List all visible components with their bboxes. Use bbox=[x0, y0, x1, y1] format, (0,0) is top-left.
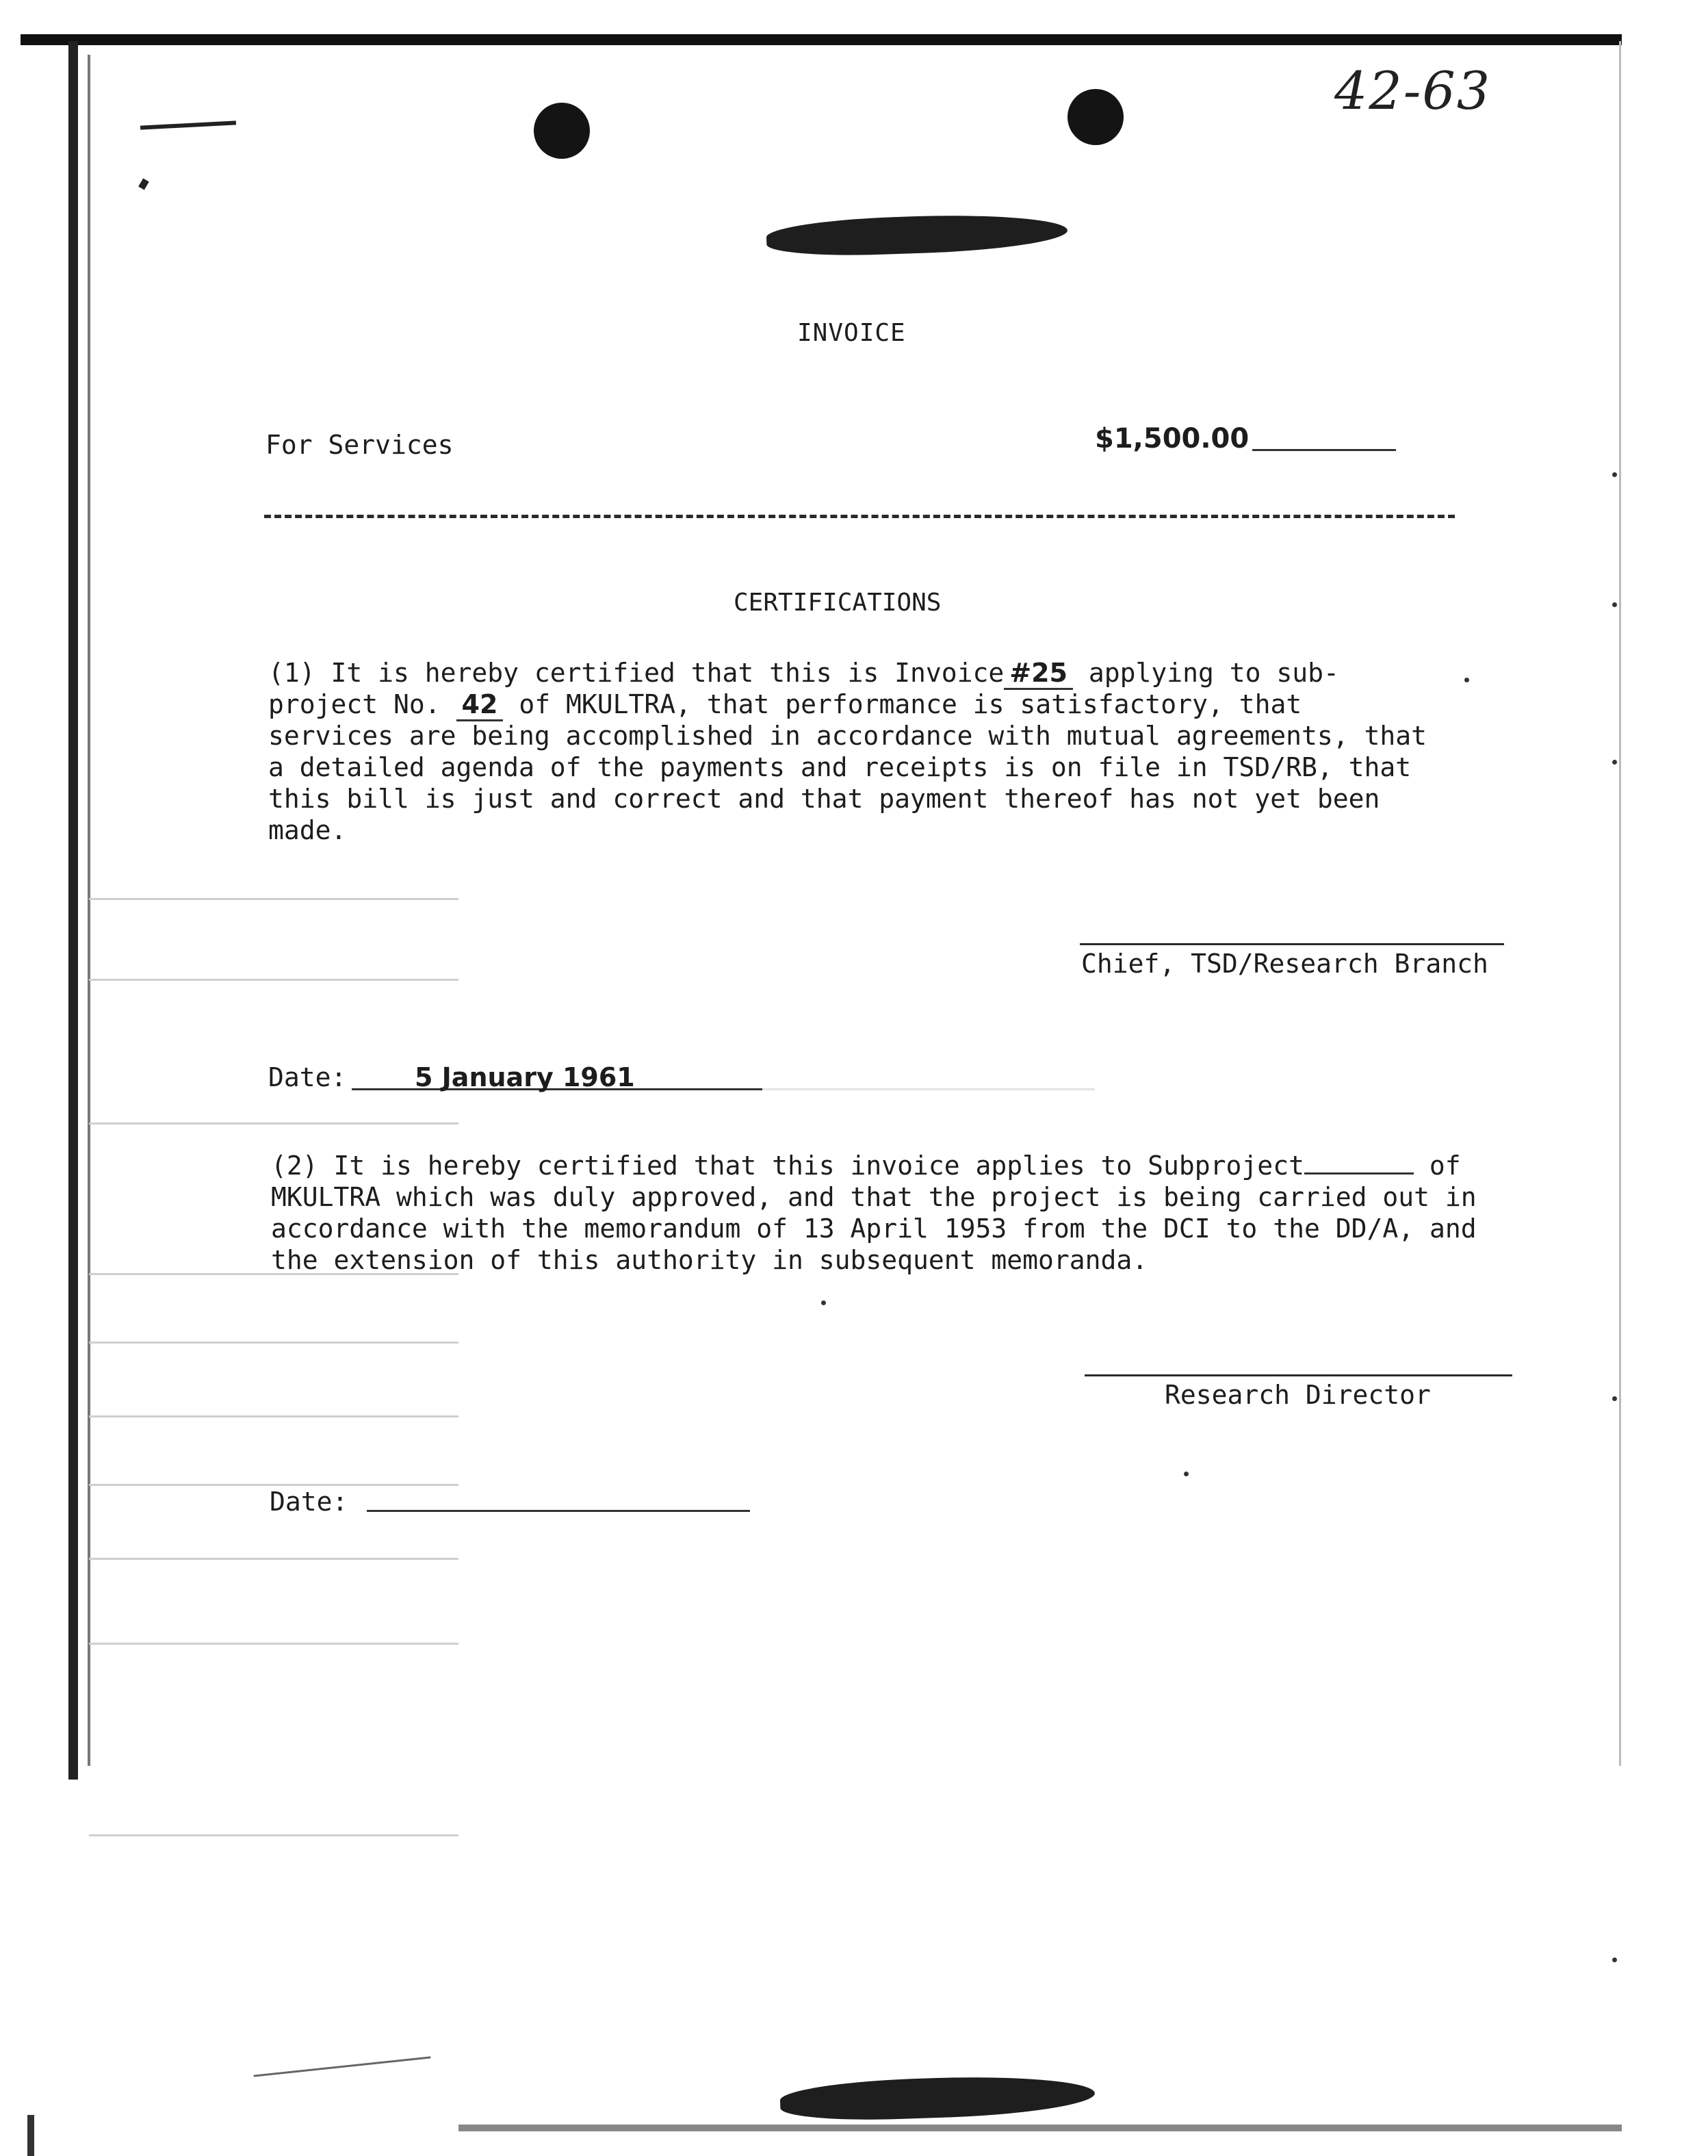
date-label-2: Date: bbox=[270, 1487, 348, 1517]
amount-underline bbox=[1252, 449, 1396, 451]
date-value-1: 5 January 1961 bbox=[415, 1062, 635, 1092]
scan-speck bbox=[821, 1300, 826, 1305]
margin-scribble bbox=[254, 2056, 431, 2077]
punch-hole-left bbox=[534, 103, 590, 159]
margin-tick-mark bbox=[138, 178, 149, 190]
scan-speck bbox=[1612, 602, 1617, 607]
scan-speck bbox=[1612, 1396, 1617, 1401]
scan-bleed-line bbox=[89, 979, 458, 981]
signature-line-director bbox=[1085, 1374, 1512, 1376]
scan-right-edge bbox=[1619, 41, 1621, 1766]
subproject-number: 42 bbox=[456, 689, 504, 721]
invoice-amount: $1,500.00 bbox=[1095, 423, 1250, 454]
margin-dash-mark bbox=[140, 120, 236, 129]
certifications-heading: CERTIFICATIONS bbox=[734, 589, 942, 617]
para1-rest: of MKULTRA, that performance is satisfactory, that services are being accomplished in accordance with mutual agreements, that a detailed agenda of the payments and receipts is on file in TSD/RB, that this bill is just and correct and that payment thereof has not yet been made. bbox=[268, 689, 1427, 845]
handwritten-document-number: 42-63 bbox=[1334, 60, 1492, 121]
punch-hole-right bbox=[1068, 89, 1124, 145]
scan-speck bbox=[1612, 760, 1617, 765]
signature-title-chief: Chief, TSD/Research Branch bbox=[1081, 949, 1488, 979]
document-title: INVOICE bbox=[797, 319, 906, 347]
scan-speck bbox=[1464, 678, 1469, 682]
for-services-label: For Services bbox=[266, 430, 454, 460]
scan-bleed-line bbox=[89, 1122, 458, 1125]
scan-speck bbox=[1184, 1472, 1189, 1476]
invoice-number: #25 bbox=[1004, 658, 1073, 690]
para2-rest: of MKULTRA which was duly approved, and that the project is being carried out in accordance with the memorandum of 13 April 1953 from the DCI to the DD/A, and the extension of this authority in subsequent memoranda. bbox=[271, 1151, 1477, 1275]
para2-prefix: (2) It is hereby certified that this invoice applies to Subproject bbox=[271, 1151, 1304, 1181]
scan-left-edge-line bbox=[88, 55, 90, 1766]
date-line-2 bbox=[367, 1510, 750, 1512]
date-label-1: Date: bbox=[268, 1062, 347, 1092]
signature-line-chief bbox=[1080, 943, 1504, 945]
scan-speck bbox=[1612, 472, 1617, 477]
para1-mid: applying to sub-project No. bbox=[268, 658, 1339, 719]
scan-left-edge bbox=[68, 41, 78, 1780]
scan-bleed-line bbox=[89, 1558, 458, 1560]
certification-paragraph-2 bbox=[271, 1150, 1523, 1276]
scan-bleed-line bbox=[89, 1342, 458, 1344]
scan-bleed-line bbox=[753, 1088, 1095, 1090]
scan-corner-mark bbox=[27, 2115, 34, 2156]
redaction-bottom bbox=[779, 2072, 1096, 2123]
scan-bleed-line bbox=[89, 1643, 458, 1645]
scan-bleed-line bbox=[89, 1415, 458, 1417]
scan-bleed-line bbox=[89, 1834, 458, 1836]
scan-bleed-line bbox=[89, 898, 458, 900]
scan-bleed-line bbox=[89, 1484, 458, 1486]
para1-prefix: (1) It is hereby certified that this is Invoice bbox=[268, 658, 1005, 688]
certification-paragraph-1 bbox=[268, 657, 1432, 846]
scan-speck bbox=[1612, 1958, 1617, 1962]
subproject-blank bbox=[1304, 1152, 1414, 1175]
signature-title-director: Research Director bbox=[1165, 1380, 1431, 1410]
scan-top-edge bbox=[21, 34, 1622, 45]
redaction-top bbox=[766, 211, 1068, 258]
dashed-divider bbox=[264, 515, 1455, 518]
scan-bottom-edge bbox=[458, 2125, 1622, 2131]
